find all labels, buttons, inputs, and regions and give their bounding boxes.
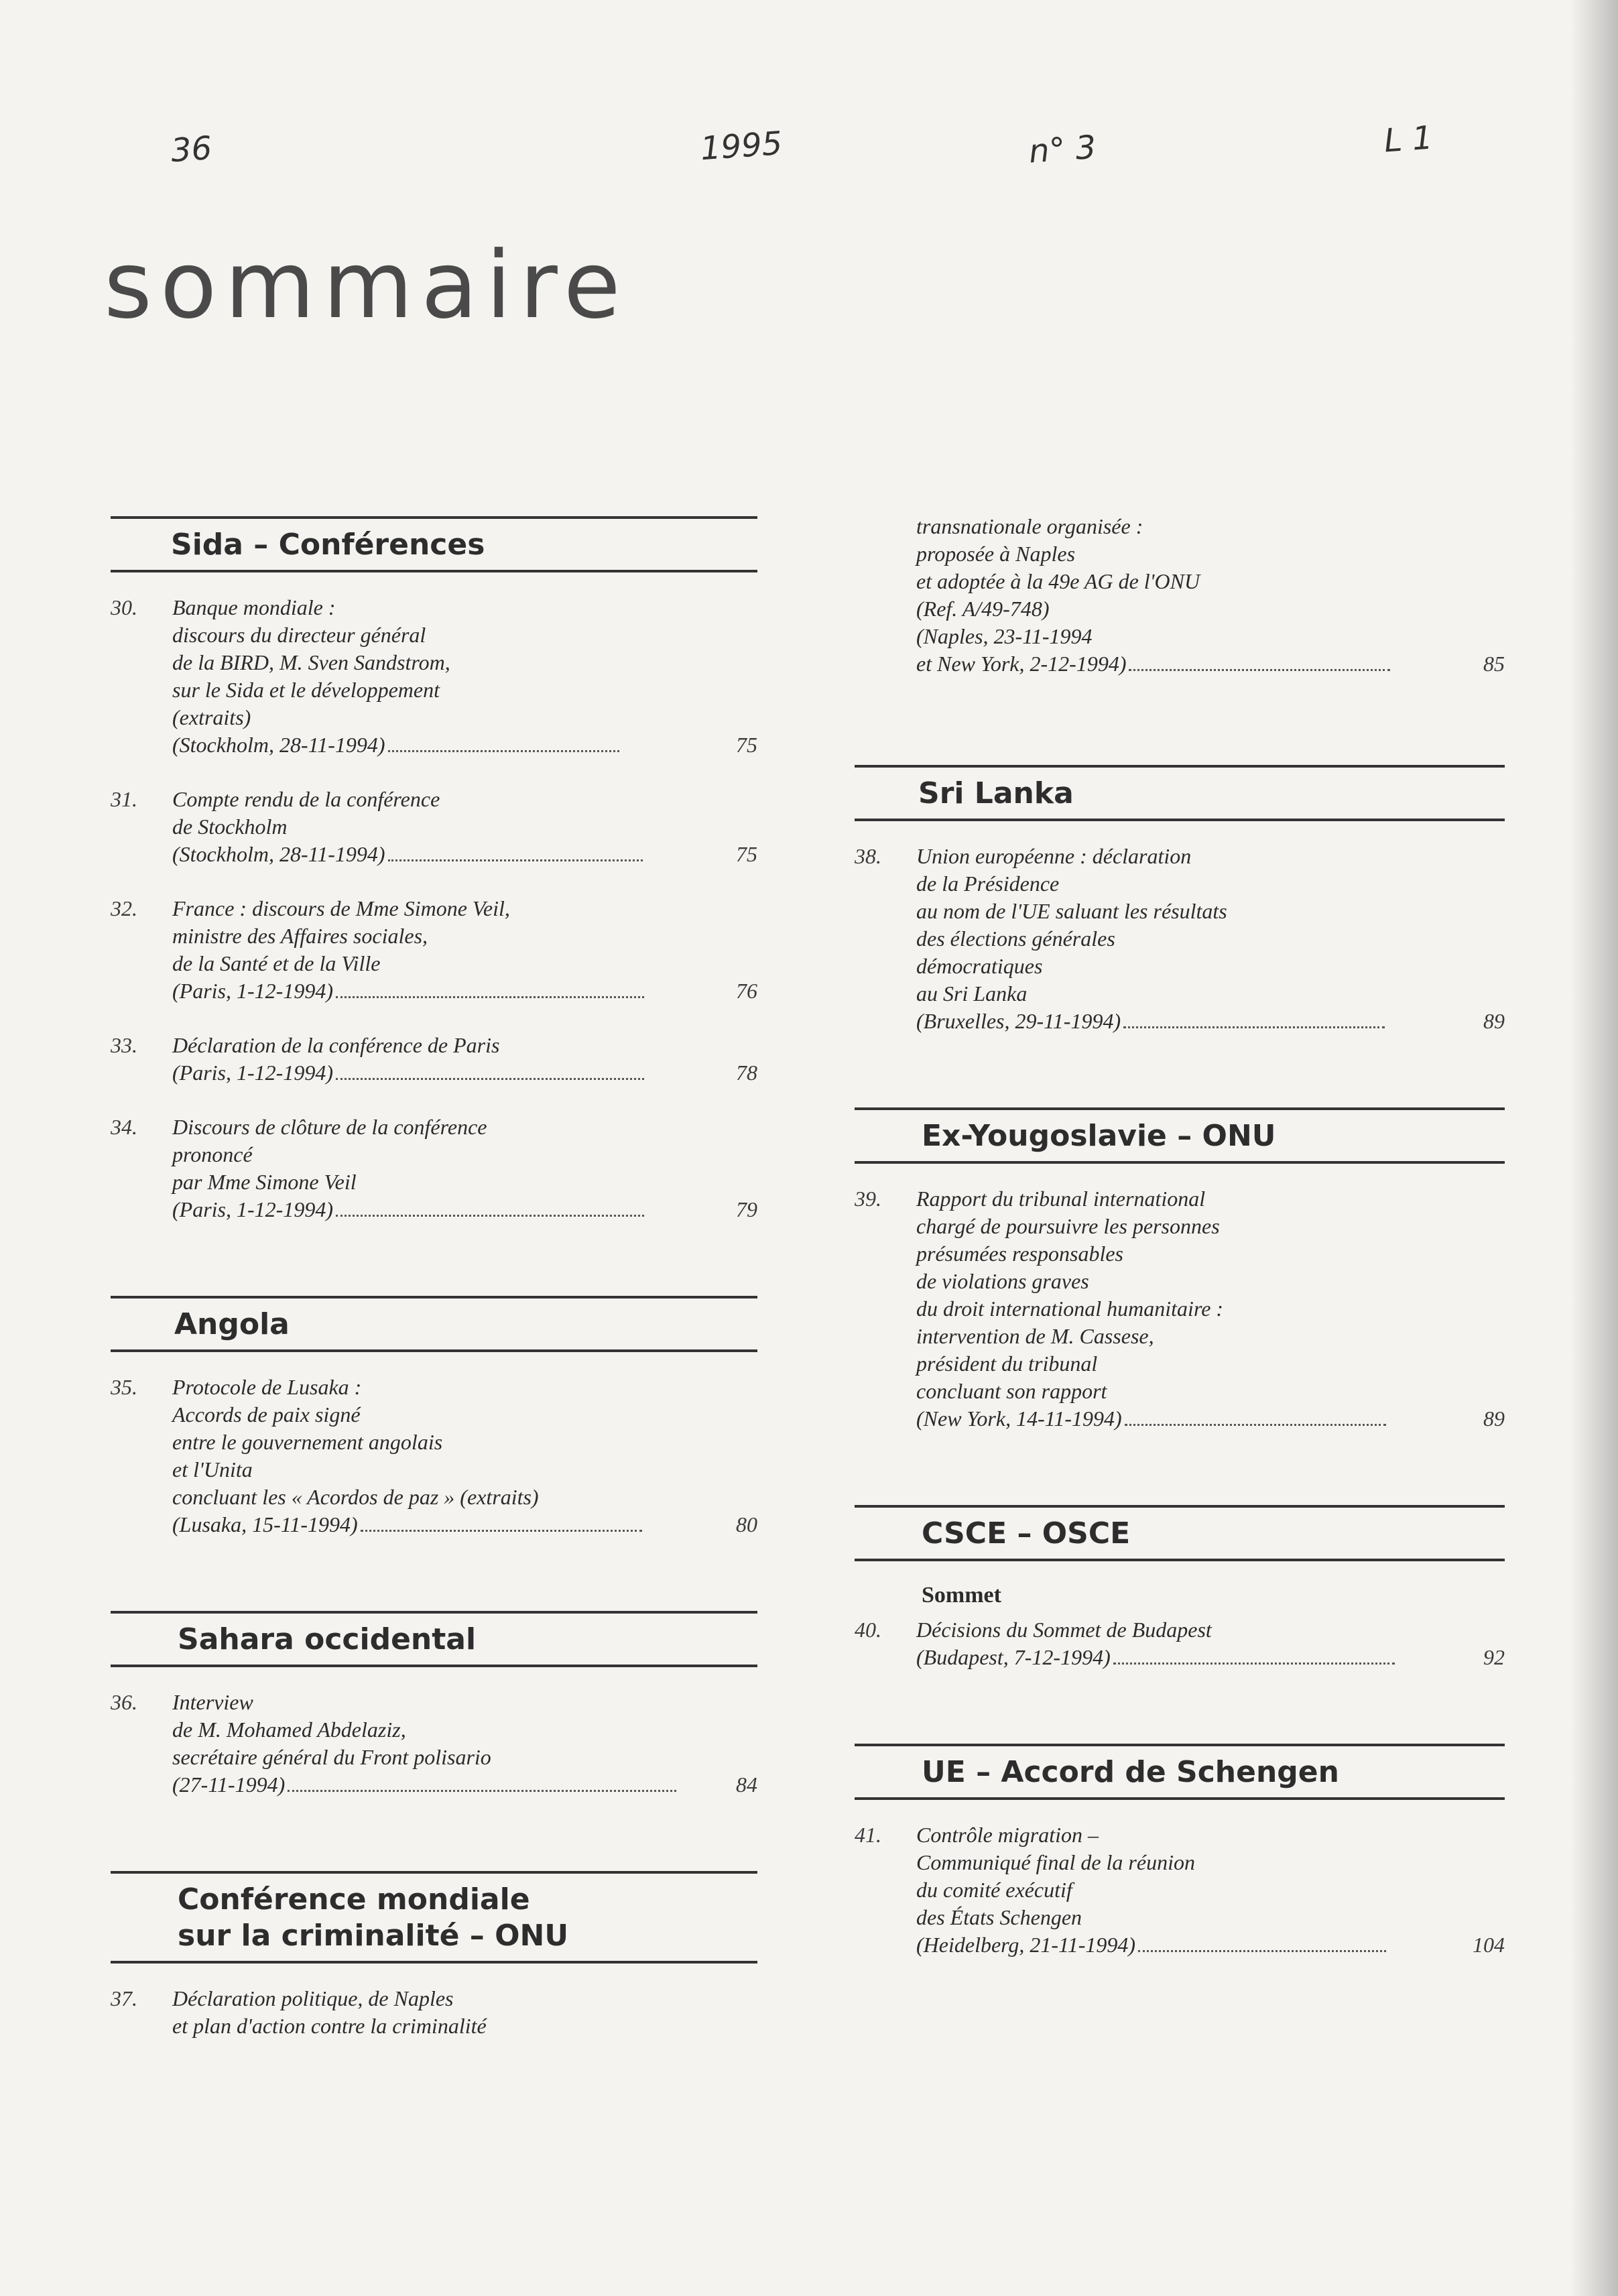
toc-entry-38[interactable] — [855, 843, 1505, 1035]
leader-dots — [361, 1530, 642, 1532]
leader-dots — [336, 1078, 644, 1080]
page-number: 84 — [736, 1772, 757, 1797]
entry-number: 33. — [111, 1033, 137, 1057]
section-sri-lanka — [855, 765, 1505, 1035]
section-heading: Ex-Yougoslavie – ONU — [855, 1107, 1505, 1164]
page-number: 78 — [736, 1061, 757, 1085]
entry-line: Union européenne : déclaration — [916, 844, 1192, 868]
page-title: sommaire — [104, 231, 629, 339]
entry-date: (Bruxelles, 29-11-1994) — [916, 1009, 1121, 1033]
entry-line: de la Présidence — [916, 871, 1060, 896]
entry-line: des États Schengen — [916, 1905, 1082, 1929]
entry-line: ministre des Affaires sociales, — [172, 924, 428, 948]
section-heading: CSCE – OSCE — [855, 1505, 1505, 1561]
entry-line: transnationale organisée : — [916, 514, 1143, 538]
entry-line: sur le Sida et le développement — [172, 678, 440, 702]
leader-dots — [1125, 1424, 1386, 1426]
section-heading — [111, 1871, 757, 1963]
entry-date: (New York, 14-11-1994) — [916, 1406, 1122, 1431]
entry-line: des élections générales — [916, 926, 1115, 951]
page-number: 89 — [1483, 1406, 1505, 1431]
leader-dots — [336, 1215, 644, 1217]
section-heading: Angola — [111, 1296, 757, 1352]
entry-line: Banque mondiale : — [172, 595, 336, 619]
section-heading: Sida – Conférences — [111, 516, 757, 572]
right-column — [855, 513, 1505, 2031]
entry-date: (Budapest, 7-12-1994) — [916, 1645, 1111, 1669]
entry-line: au nom de l'UE saluant les résultats — [916, 899, 1227, 923]
entry-line: du droit international humanitaire : — [916, 1296, 1224, 1321]
entry-date: (Heidelberg, 21-11-1994) — [916, 1933, 1136, 1957]
leader-dots — [1113, 1663, 1395, 1665]
entry-line: présumées responsables — [916, 1242, 1123, 1266]
section-schengen — [855, 1744, 1505, 1959]
entry-line: de Stockholm — [172, 814, 288, 839]
entry-line: (Ref. A/49-748) — [916, 597, 1050, 621]
entry-date: (Lusaka, 15-11-1994) — [172, 1512, 358, 1536]
entry-line: et adoptée à la 49e AG de l'ONU — [916, 569, 1200, 593]
entry-line: chargé de poursuivre les personnes — [916, 1214, 1220, 1238]
entry-date: (27-11-1994) — [172, 1772, 286, 1797]
page-number: 79 — [736, 1197, 757, 1221]
entry-number: 38. — [855, 844, 881, 868]
entry-line: (extraits) — [172, 705, 251, 729]
continuation-entry-37 — [855, 513, 1505, 678]
entry-date: (Paris, 1-12-1994) — [172, 1197, 333, 1221]
entry-line: de violations graves — [916, 1269, 1089, 1293]
left-column — [111, 516, 757, 2112]
entry-line: Rapport du tribunal international — [916, 1187, 1206, 1211]
entry-line: discours du directeur général — [172, 623, 426, 647]
leader-dots — [288, 1790, 676, 1792]
entry-line: et l'Unita — [172, 1457, 253, 1482]
entry-line: Interview — [172, 1690, 253, 1714]
entry-date: et New York, 2-12-1994) — [916, 652, 1127, 676]
entry-number: 36. — [111, 1690, 137, 1714]
leader-dots — [388, 859, 643, 861]
entry-line: concluant les « Acordos de paz » (extraits) — [172, 1485, 539, 1509]
handwritten-code: L 1 — [1383, 119, 1434, 160]
entry-line: Discours de clôture de la conférence — [172, 1115, 487, 1139]
toc-entry-41[interactable] — [855, 1821, 1505, 1959]
entry-line: concluant son rapport — [916, 1379, 1107, 1403]
entry-line: France : discours de Mme Simone Veil, — [172, 896, 510, 920]
entry-line: Accords de paix signé — [172, 1402, 361, 1427]
entry-line: de M. Mohamed Abdelaziz, — [172, 1717, 406, 1742]
entry-line: de la Santé et de la Ville — [172, 951, 381, 975]
toc-entry-40[interactable] — [855, 1616, 1505, 1671]
entry-line: Déclaration de la conférence de Paris — [172, 1033, 500, 1057]
entry-number: 37. — [111, 1986, 137, 2010]
entry-line: secrétaire général du Front polisario — [172, 1745, 491, 1769]
entry-number: 35. — [111, 1375, 137, 1399]
toc-entry-35[interactable] — [111, 1374, 757, 1538]
toc-entry-36[interactable] — [111, 1689, 757, 1799]
entry-number: 39. — [855, 1187, 881, 1211]
leader-dots — [336, 996, 644, 998]
entry-line: et plan d'action contre la criminalité — [172, 2014, 487, 2038]
leader-dots — [388, 750, 619, 752]
leader-dots — [1129, 669, 1390, 671]
section-ex-yougoslavie — [855, 1107, 1505, 1433]
page-number: 80 — [736, 1512, 757, 1536]
entry-date: (Stockholm, 28-11-1994) — [172, 733, 385, 757]
section-criminalite — [111, 1871, 757, 2040]
leader-dots — [1123, 1026, 1385, 1028]
entry-line: prononcé — [172, 1142, 253, 1166]
page-number: 89 — [1483, 1009, 1505, 1033]
entry-line: au Sri Lanka — [916, 981, 1028, 1006]
entry-line: démocratiques — [916, 954, 1043, 978]
section-heading: UE – Accord de Schengen — [855, 1744, 1505, 1800]
section-subheading: Sommet — [922, 1583, 1001, 1608]
section-angola — [111, 1296, 757, 1538]
page-number: 104 — [1473, 1933, 1505, 1957]
toc-entry-31[interactable] — [111, 786, 757, 868]
entry-line: Déclaration politique, de Naples — [172, 1986, 454, 2010]
section-csce-osce — [855, 1505, 1505, 1671]
toc-entry-34[interactable] — [111, 1113, 757, 1223]
entry-number: 30. — [111, 595, 137, 619]
entry-line: du comité exécutif — [916, 1878, 1072, 1902]
entry-line: Décisions du Sommet de Budapest — [916, 1618, 1212, 1642]
toc-entry-32[interactable] — [111, 895, 757, 1005]
entry-number: 32. — [111, 896, 137, 920]
entry-number: 31. — [111, 787, 137, 811]
section-heading-line: sur la criminalité – ONU — [178, 1919, 569, 1953]
page-number: 76 — [736, 979, 757, 1003]
page-number: 75 — [736, 842, 757, 866]
entry-date: (Stockholm, 28-11-1994) — [172, 842, 385, 866]
page-number: 92 — [1483, 1645, 1505, 1669]
section-heading-line: Conférence mondiale — [178, 1882, 530, 1917]
toc-entry-33[interactable] — [111, 1032, 757, 1087]
toc-entry-39[interactable] — [855, 1185, 1505, 1433]
entry-line: proposée à Naples — [916, 542, 1076, 566]
handwritten-issue: n° 3 — [1028, 128, 1098, 171]
entry-line: de la BIRD, M. Sven Sandstrom, — [172, 650, 450, 674]
section-sida — [111, 516, 757, 1223]
entry-line: intervention de M. Cassese, — [916, 1324, 1154, 1348]
section-heading: Sahara occidental — [111, 1611, 757, 1667]
section-sahara — [111, 1611, 757, 1799]
entry-number: 41. — [855, 1823, 881, 1847]
page-number: 85 — [1483, 652, 1505, 676]
entry-line: Contrôle migration – — [916, 1823, 1099, 1847]
entry-number: 40. — [855, 1618, 881, 1642]
entry-date: (Paris, 1-12-1994) — [172, 979, 333, 1003]
handwritten-year: 1995 — [699, 124, 784, 168]
entry-line: (Naples, 23-11-1994 — [916, 624, 1093, 648]
section-heading: Sri Lanka — [855, 765, 1505, 821]
entry-line: Compte rendu de la conférence — [172, 787, 440, 811]
entry-line: Communiqué final de la réunion — [916, 1850, 1195, 1874]
entry-number: 34. — [111, 1115, 137, 1139]
entry-date: (Paris, 1-12-1994) — [172, 1061, 333, 1085]
entry-line: entre le gouvernement angolais — [172, 1430, 443, 1454]
entry-line: Protocole de Lusaka : — [172, 1375, 362, 1399]
handwritten-number: 36 — [170, 129, 213, 170]
leader-dots — [1138, 1950, 1386, 1952]
page-number: 75 — [736, 733, 757, 757]
entry-line: par Mme Simone Veil — [172, 1170, 357, 1194]
page-edge-shadow — [1571, 0, 1618, 2296]
toc-entry-37-continued[interactable] — [855, 513, 1505, 678]
toc-entry-30[interactable] — [111, 594, 757, 759]
toc-entry-37[interactable] — [111, 1985, 757, 2040]
entry-line: président du tribunal — [916, 1351, 1098, 1376]
